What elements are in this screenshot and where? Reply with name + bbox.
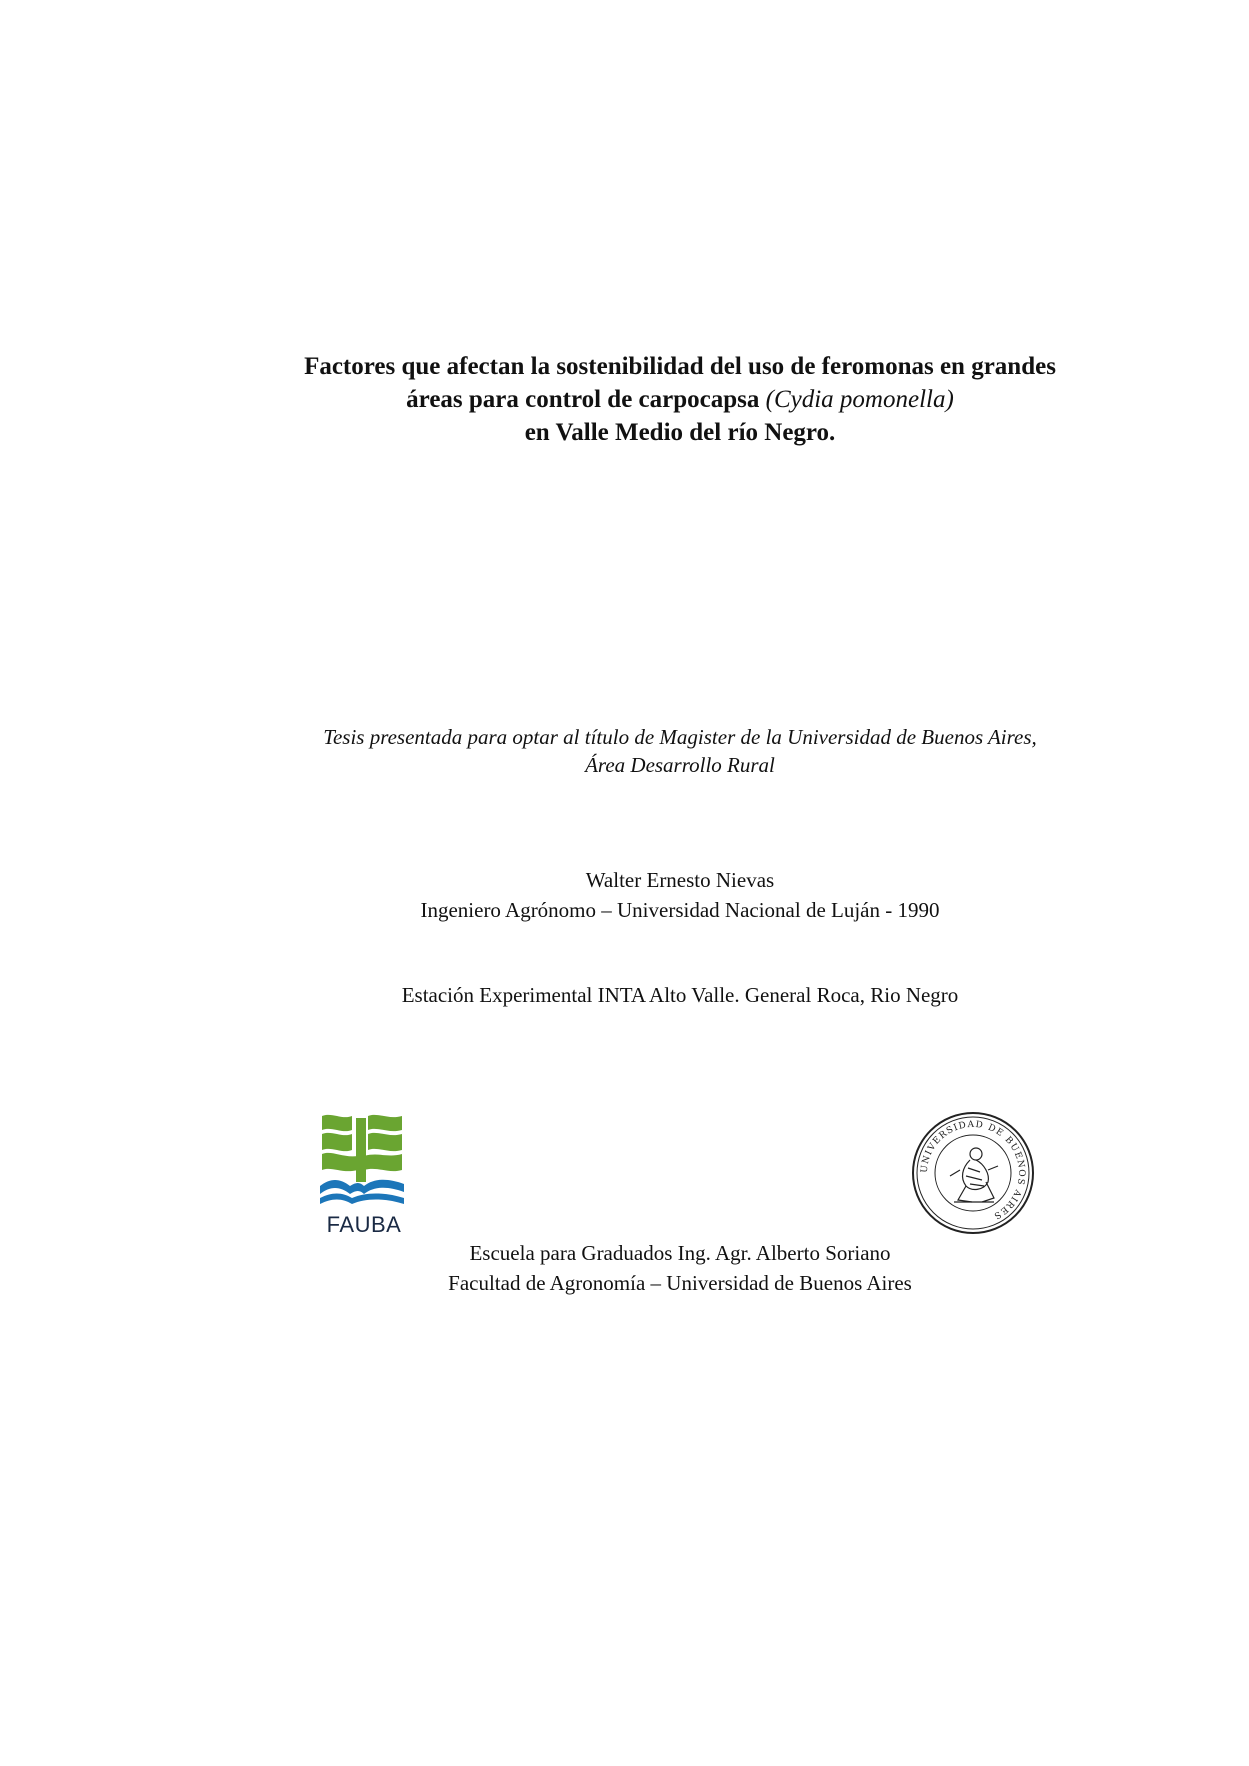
title-line-2 xyxy=(200,383,1160,416)
research-station: Estación Experimental INTA Alto Valle. General Roca, Rio Negro xyxy=(401,983,959,1007)
title-line-3: en Valle Medio del río Negro. xyxy=(524,419,836,446)
thesis-title xyxy=(200,350,1160,449)
title-line-1: Factores que afectan la sostenibilidad del uso de feromonas en grandes xyxy=(304,353,1056,380)
thesis-statement-line-1: Tesis presentada para optar al título de Magister de la Universidad de Buenos Aires, xyxy=(323,725,1037,749)
author-block xyxy=(200,865,1160,925)
title-line-2-text: áreas para control de carpocapsa xyxy=(406,386,766,413)
seal-ring-text: UNIVERSIDAD DE BUENOS AIRES xyxy=(919,1119,1027,1221)
thesis-statement-line-2: Área Desarrollo Rural xyxy=(585,753,775,777)
fauba-leaf-icon xyxy=(320,1115,404,1204)
thesis-statement xyxy=(200,723,1160,779)
fauba-logo-text: FAUBA xyxy=(326,1212,402,1236)
author-degree: Ingeniero Agrónomo – Universidad Nacional de Luján - 1990 xyxy=(420,898,940,922)
species-name: (Cydia pomonella) xyxy=(765,386,954,413)
university-seal xyxy=(910,1110,1036,1236)
seated-figure-icon xyxy=(950,1148,998,1202)
school-line-2: Facultad de Agronomía – Universidad de Buenos Aires xyxy=(448,1271,912,1295)
author-name: Walter Ernesto Nievas xyxy=(585,868,775,892)
school-line-1: Escuela para Graduados Ing. Agr. Alberto Soriano xyxy=(469,1241,891,1265)
graduate-school xyxy=(200,1238,1160,1298)
fauba-logo xyxy=(318,1112,410,1236)
